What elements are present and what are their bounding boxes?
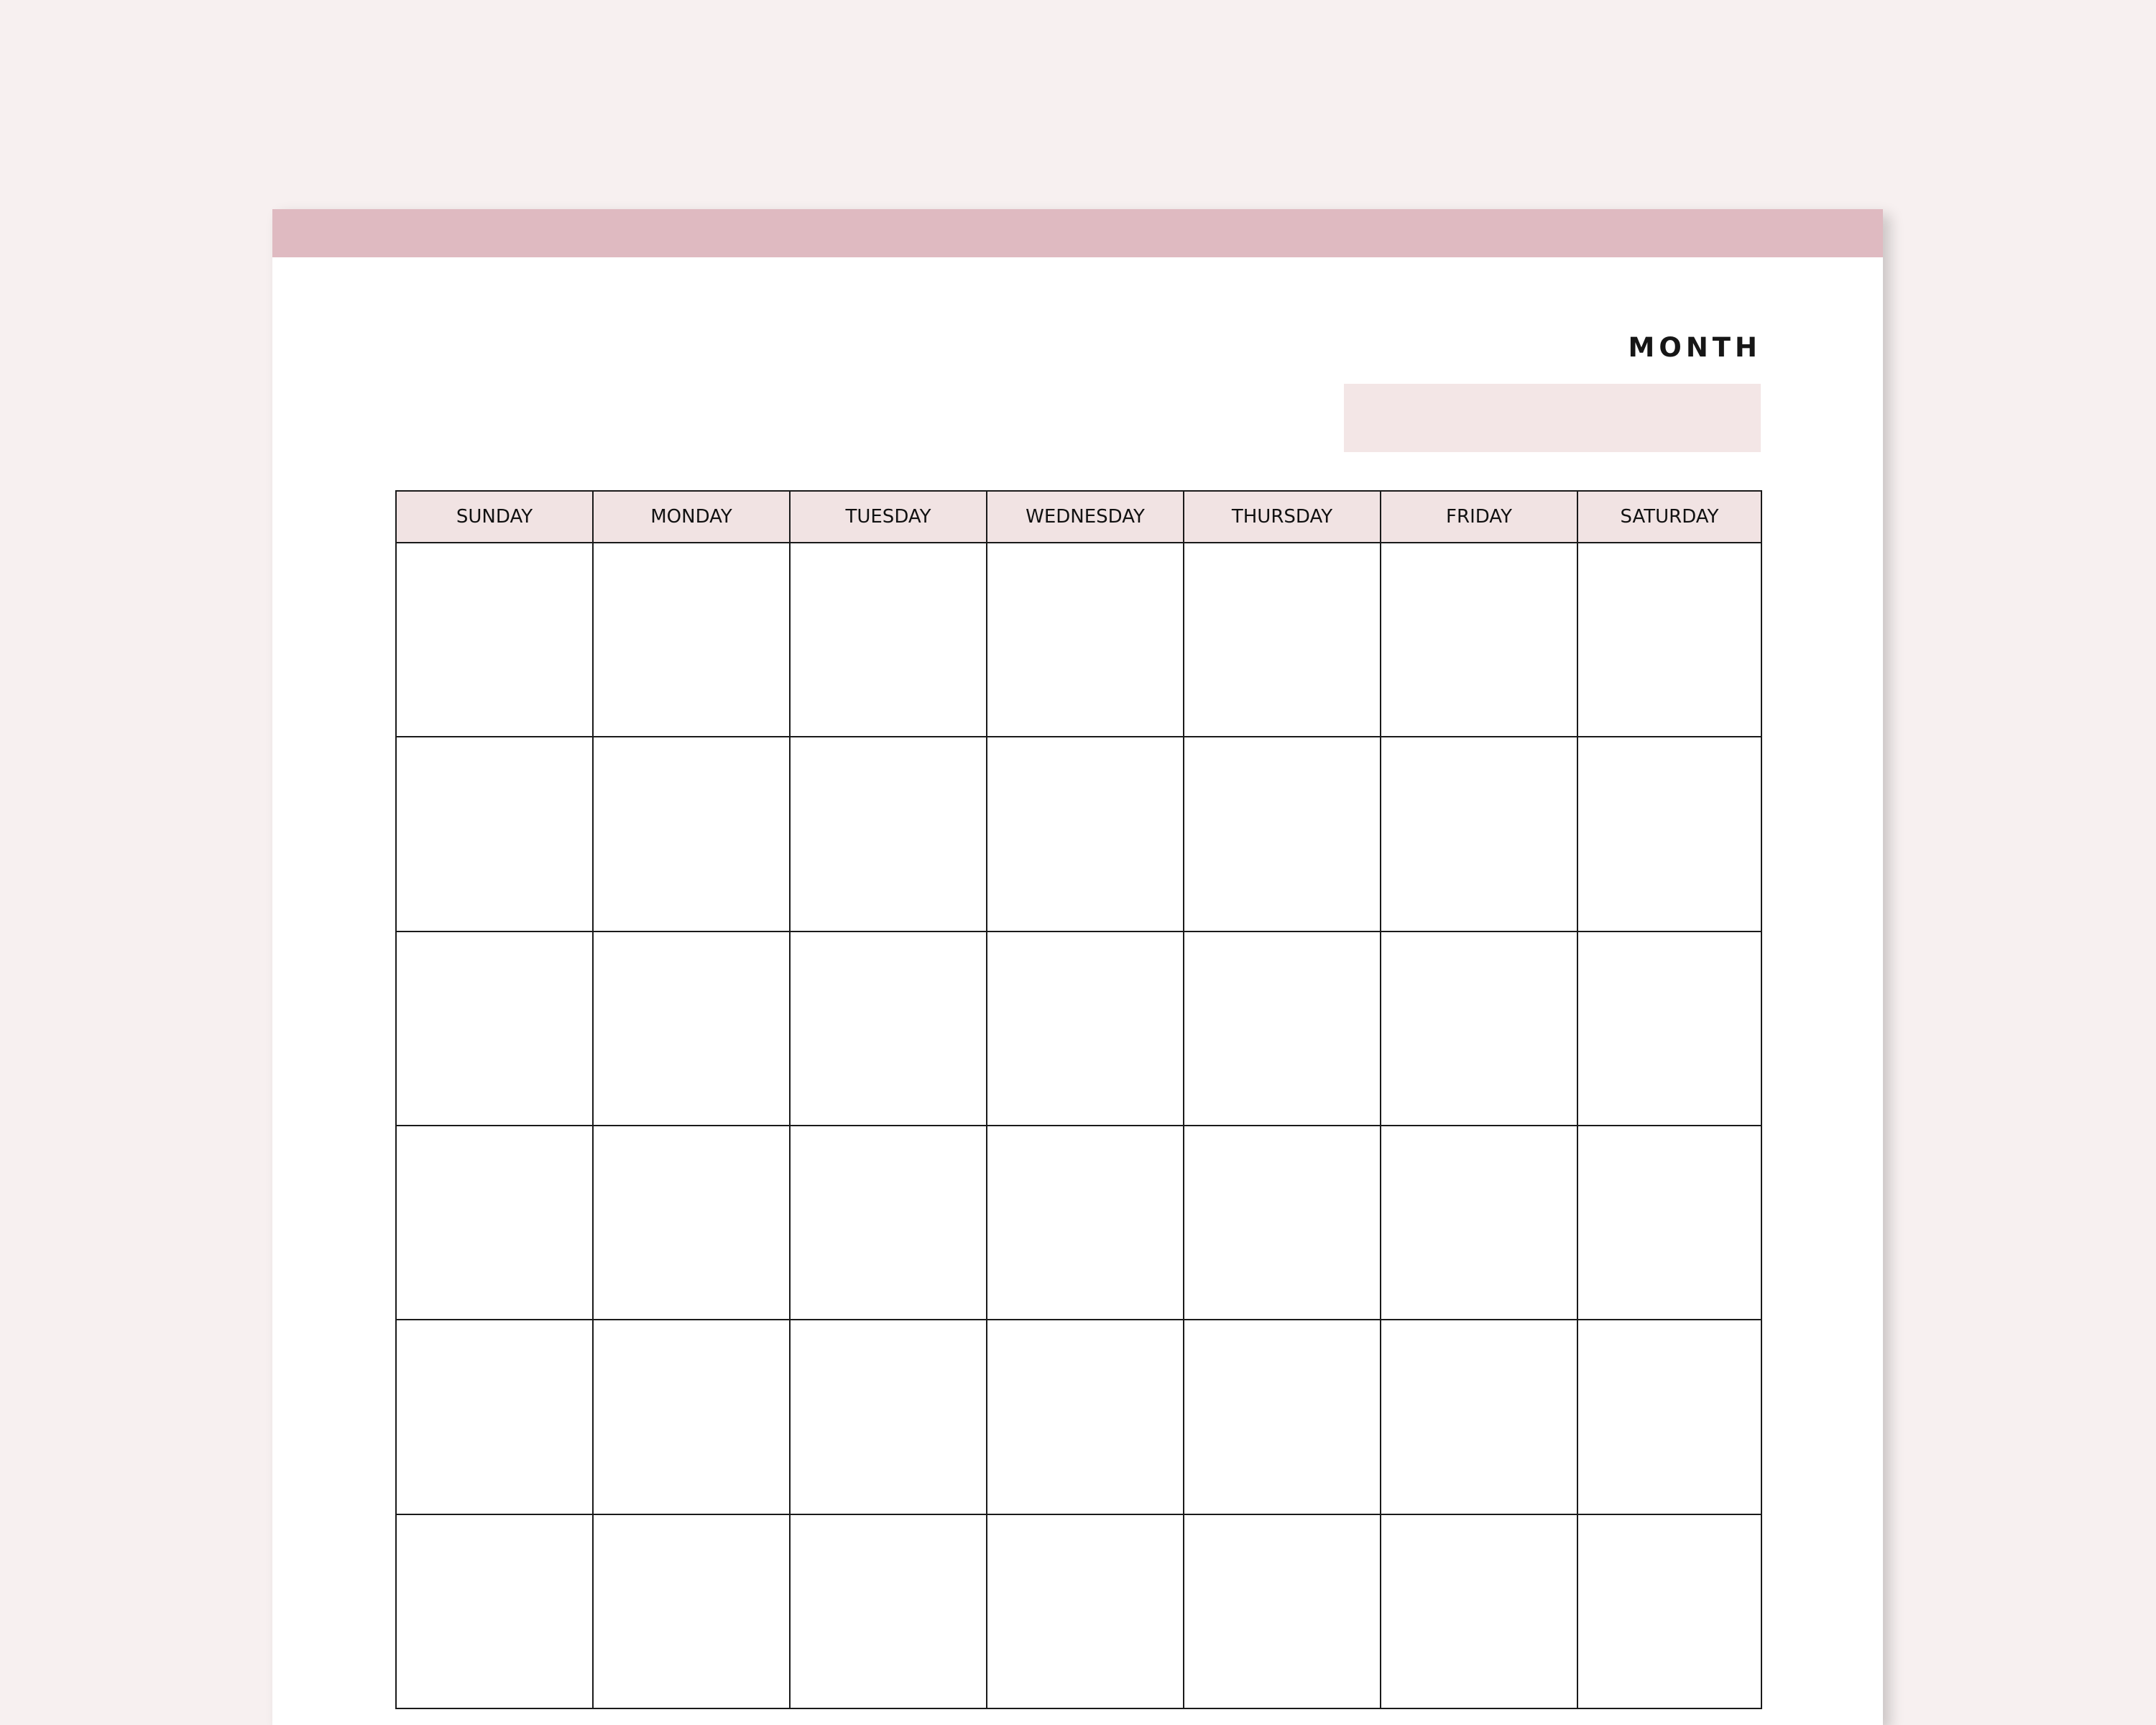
day-cell[interactable] — [593, 543, 790, 737]
day-cell[interactable] — [396, 1514, 593, 1708]
day-cell[interactable] — [396, 932, 593, 1126]
planner-sheet — [272, 209, 1883, 1725]
weekday-header-tuesday: TUESDAY — [790, 491, 987, 543]
weekday-header-thursday: THURSDAY — [1184, 491, 1381, 543]
weekday-header-row — [396, 491, 1761, 543]
day-cell[interactable] — [396, 1126, 593, 1320]
day-cell[interactable] — [1381, 737, 1577, 931]
weekday-header-sunday: SUNDAY — [396, 491, 593, 543]
day-cell[interactable] — [790, 737, 987, 931]
day-cell[interactable] — [790, 543, 987, 737]
day-cell[interactable] — [987, 932, 1184, 1126]
calendar-weeks — [396, 543, 1761, 1708]
day-cell[interactable] — [1381, 1126, 1577, 1320]
day-cell[interactable] — [1577, 1126, 1761, 1320]
day-cell[interactable] — [790, 1514, 987, 1708]
day-cell[interactable] — [1381, 543, 1577, 737]
week-row — [396, 1126, 1761, 1320]
day-cell[interactable] — [987, 1320, 1184, 1514]
week-row — [396, 737, 1761, 931]
week-row — [396, 543, 1761, 737]
day-cell[interactable] — [790, 1320, 987, 1514]
day-cell[interactable] — [987, 737, 1184, 931]
day-cell[interactable] — [1577, 1320, 1761, 1514]
day-cell[interactable] — [987, 1126, 1184, 1320]
day-cell[interactable] — [396, 737, 593, 931]
day-cell[interactable] — [593, 1320, 790, 1514]
day-cell[interactable] — [987, 1514, 1184, 1708]
day-cell[interactable] — [1184, 1514, 1381, 1708]
day-cell[interactable] — [1381, 1320, 1577, 1514]
day-cell[interactable] — [1184, 543, 1381, 737]
weekday-header-wednesday: WEDNESDAY — [987, 491, 1184, 543]
weekday-header-friday: FRIDAY — [1381, 491, 1577, 543]
day-cell[interactable] — [593, 1126, 790, 1320]
day-cell[interactable] — [987, 543, 1184, 737]
day-cell[interactable] — [1184, 737, 1381, 931]
calendar-grid — [395, 490, 1762, 1709]
day-cell[interactable] — [593, 737, 790, 931]
day-cell[interactable] — [790, 932, 987, 1126]
day-cell[interactable] — [1381, 1514, 1577, 1708]
day-cell[interactable] — [593, 1514, 790, 1708]
day-cell[interactable] — [1577, 543, 1761, 737]
day-cell[interactable] — [1184, 1320, 1381, 1514]
day-cell[interactable] — [1577, 1514, 1761, 1708]
day-cell[interactable] — [1184, 1126, 1381, 1320]
month-label: MONTH — [1628, 332, 1761, 363]
day-cell[interactable] — [593, 932, 790, 1126]
day-cell[interactable] — [396, 543, 593, 737]
month-input-field[interactable] — [1344, 384, 1761, 452]
day-cell[interactable] — [1577, 737, 1761, 931]
day-cell[interactable] — [1184, 932, 1381, 1126]
weekday-header-monday: MONDAY — [593, 491, 790, 543]
week-row — [396, 1320, 1761, 1514]
week-row — [396, 932, 1761, 1126]
week-row — [396, 1514, 1761, 1708]
accent-band — [272, 209, 1883, 257]
day-cell[interactable] — [790, 1126, 987, 1320]
day-cell[interactable] — [1381, 932, 1577, 1126]
day-cell[interactable] — [396, 1320, 593, 1514]
weekday-header-saturday: SATURDAY — [1577, 491, 1761, 543]
day-cell[interactable] — [1577, 932, 1761, 1126]
